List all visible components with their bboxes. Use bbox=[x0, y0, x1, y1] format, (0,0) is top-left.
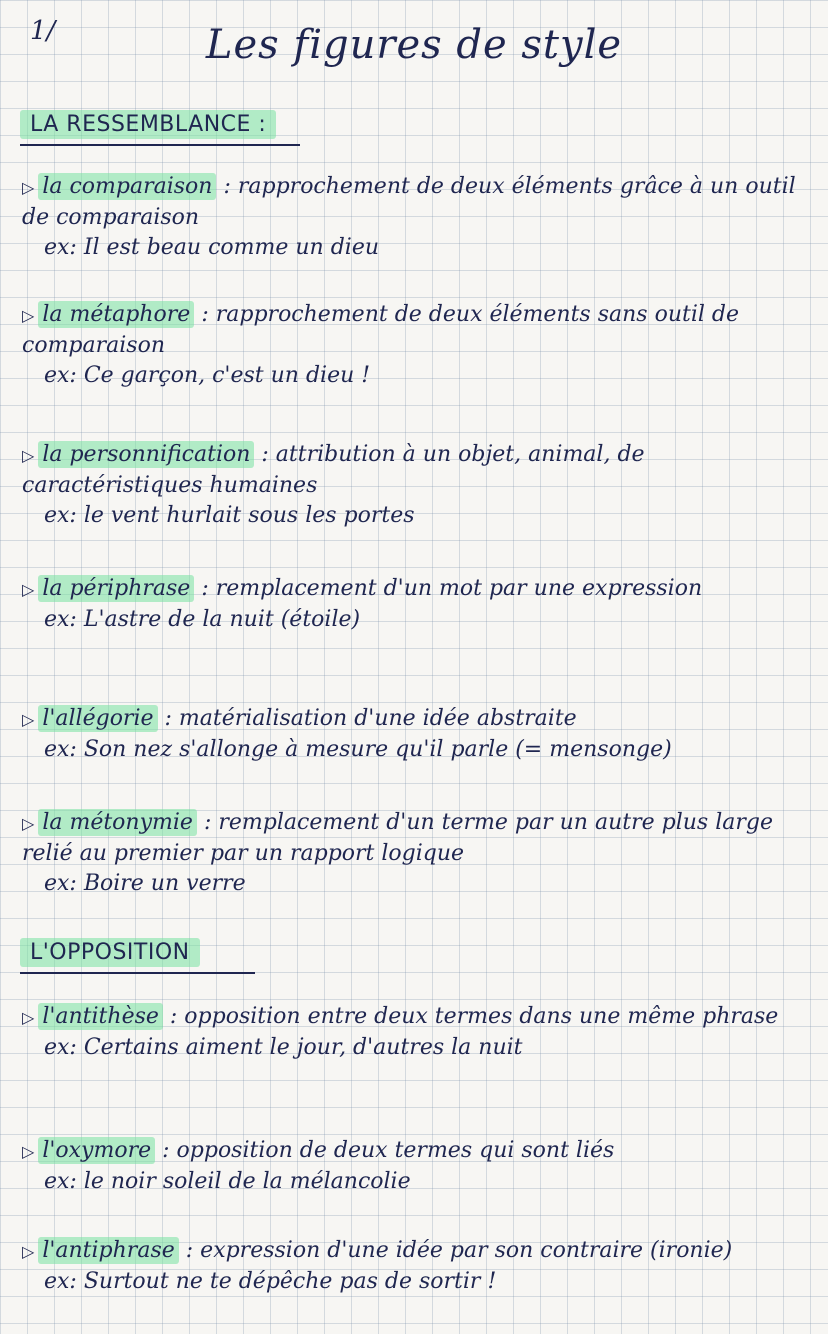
triangle-bullet-icon: ▷ bbox=[22, 580, 35, 599]
entry-example: ex: Son nez s'allonge à mesure qu'il parle (= mensonge) bbox=[44, 737, 672, 762]
entry-definition: : attribution à un objet, animal, de caractéristiques humaines bbox=[22, 442, 645, 498]
entry-example: ex: Ce garçon, c'est un dieu ! bbox=[44, 363, 371, 388]
entry-definition: : rapprochement de deux éléments grâce à un outil de comparaison bbox=[22, 174, 796, 230]
entry-term: l'antithèse bbox=[38, 1003, 163, 1030]
section-heading-opposition bbox=[20, 940, 200, 965]
entry-example: ex: Certains aiment le jour, d'autres la nuit bbox=[44, 1035, 523, 1060]
entry-definition: : rapprochement de deux éléments sans outil de comparaison bbox=[22, 302, 740, 358]
heading-underline bbox=[20, 972, 255, 974]
triangle-bullet-icon: ▷ bbox=[22, 178, 35, 197]
section-heading-text: L'OPPOSITION bbox=[20, 938, 200, 967]
page-title: Les figures de style bbox=[205, 22, 623, 68]
entry-comparaison bbox=[22, 172, 818, 263]
entry-example: ex: L'astre de la nuit (étoile) bbox=[44, 607, 361, 632]
entry-definition: : opposition de deux termes qui sont liés bbox=[162, 1138, 615, 1163]
triangle-bullet-icon: ▷ bbox=[22, 814, 35, 833]
entry-example: ex: Il est beau comme un dieu bbox=[44, 235, 380, 260]
entry-periphrase bbox=[22, 574, 818, 635]
triangle-bullet-icon: ▷ bbox=[22, 1242, 35, 1261]
entry-antiphrase bbox=[22, 1236, 818, 1297]
entry-example: ex: le noir soleil de la mélancolie bbox=[44, 1169, 411, 1194]
entry-term: l'allégorie bbox=[38, 705, 157, 732]
heading-underline bbox=[20, 144, 300, 146]
entry-term: l'oxymore bbox=[38, 1137, 155, 1164]
entry-allegorie bbox=[22, 704, 818, 765]
entry-example: ex: Surtout ne te dépêche pas de sortir ! bbox=[44, 1269, 497, 1294]
entry-definition: : expression d'une idée par son contraire (ironie) bbox=[185, 1238, 733, 1263]
entry-oxymore bbox=[22, 1136, 818, 1197]
entry-definition: : matérialisation d'une idée abstraite bbox=[164, 706, 577, 731]
section-heading-ressemblance bbox=[20, 112, 276, 137]
entry-definition: : remplacement d'un mot par une expression bbox=[201, 576, 703, 601]
entry-metaphore bbox=[22, 300, 818, 391]
entry-example: ex: Boire un verre bbox=[44, 871, 246, 896]
entry-term: la métaphore bbox=[38, 301, 194, 328]
entry-metonymie bbox=[22, 808, 818, 899]
entry-term: la métonymie bbox=[38, 809, 197, 836]
entry-personnification bbox=[22, 440, 818, 531]
entry-term: l'antiphrase bbox=[38, 1237, 178, 1264]
triangle-bullet-icon: ▷ bbox=[22, 710, 35, 729]
triangle-bullet-icon: ▷ bbox=[22, 306, 35, 325]
entry-antithese bbox=[22, 1002, 818, 1063]
entry-term: la personnification bbox=[38, 441, 254, 468]
entry-definition: : remplacement d'un terme par un autre plus large relié au premier par un rapport logique bbox=[22, 810, 773, 866]
section-heading-text: LA RESSEMBLANCE : bbox=[20, 110, 276, 139]
entry-example: ex: le vent hurlait sous les portes bbox=[44, 503, 415, 528]
entry-term: la périphrase bbox=[38, 575, 194, 602]
triangle-bullet-icon: ▷ bbox=[22, 446, 35, 465]
page-number: 1/ bbox=[30, 16, 56, 46]
entry-term: la comparaison bbox=[38, 173, 216, 200]
entry-definition: : opposition entre deux termes dans une même phrase bbox=[169, 1004, 779, 1029]
triangle-bullet-icon: ▷ bbox=[22, 1008, 35, 1027]
triangle-bullet-icon: ▷ bbox=[22, 1142, 35, 1161]
